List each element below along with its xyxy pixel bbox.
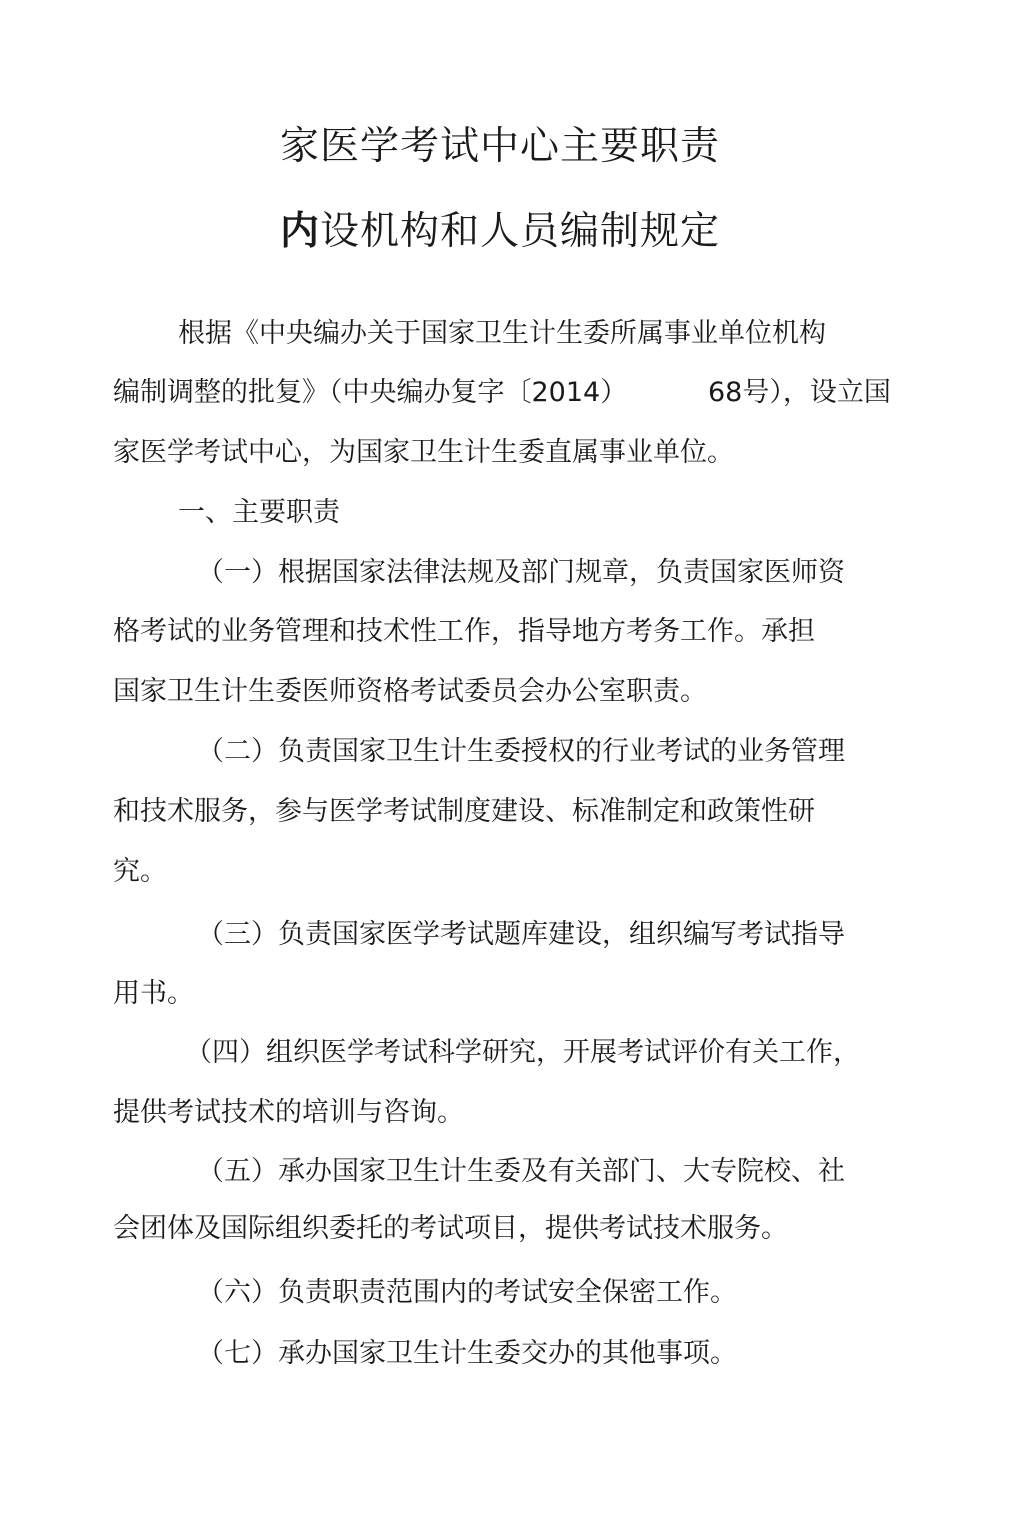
duty-5-line-1: （五）承办国家卫生计生委及有关部门、大专院校、社 xyxy=(197,1156,845,1187)
duty-1-line-2: 格考试的业务管理和技术性工作，指导地方考务工作。承担 xyxy=(113,616,815,647)
intro-line-2a: 编制调整的批复》（中央编办复字〔2014） xyxy=(113,377,628,408)
duty-4-line-1: （四）组织医学考试科学研究，开展考试评价有关工作， xyxy=(185,1037,860,1068)
duty-2-line-1: （二）负责国家卫生计生委授权的行业考试的业务管理 xyxy=(197,736,845,767)
duty-2-line-3: 究。 xyxy=(113,856,167,887)
title-line-1: 家医学考试中心主要职责 xyxy=(279,124,720,169)
title-line-2-first-char: 内 xyxy=(279,209,320,254)
duty-5-line-2: 会团体及国际组织委托的考试项目，提供考试技术服务。 xyxy=(113,1213,788,1244)
duty-7-line-1: （七）承办国家卫生计生委交办的其他事项。 xyxy=(197,1338,737,1369)
section-heading: 一、主要职责 xyxy=(178,497,340,528)
duty-1-line-1: （一）根据国家法律法规及部门规章，负责国家医师资 xyxy=(197,557,845,588)
duty-4-line-2: 提供考试技术的培训与咨询。 xyxy=(113,1097,464,1128)
title-line-2-rest: 设机构和人员编制规定 xyxy=(320,209,721,254)
duty-3-line-1: （三）负责国家医学考试题库建设，组织编写考试指导 xyxy=(197,919,845,950)
duty-1-line-3: 国家卫生计生委医师资格考试委员会办公室职责。 xyxy=(113,676,707,707)
intro-line-2b: 68号），设立国 xyxy=(708,377,891,408)
intro-line-3: 家医学考试中心，为国家卫生计生委直属事业单位。 xyxy=(113,437,734,468)
intro-line-1: 根据《中央编办关于国家卫生计生委所属事业单位机构 xyxy=(178,318,826,349)
duty-3-line-2: 用书。 xyxy=(113,978,194,1009)
duty-6-line-1: （六）负责职责范围内的考试安全保密工作。 xyxy=(197,1277,737,1308)
title-line-2 xyxy=(0,200,1000,256)
duty-2-line-2: 和技术服务，参与医学考试制度建设、标准制定和政策性研 xyxy=(113,796,815,827)
